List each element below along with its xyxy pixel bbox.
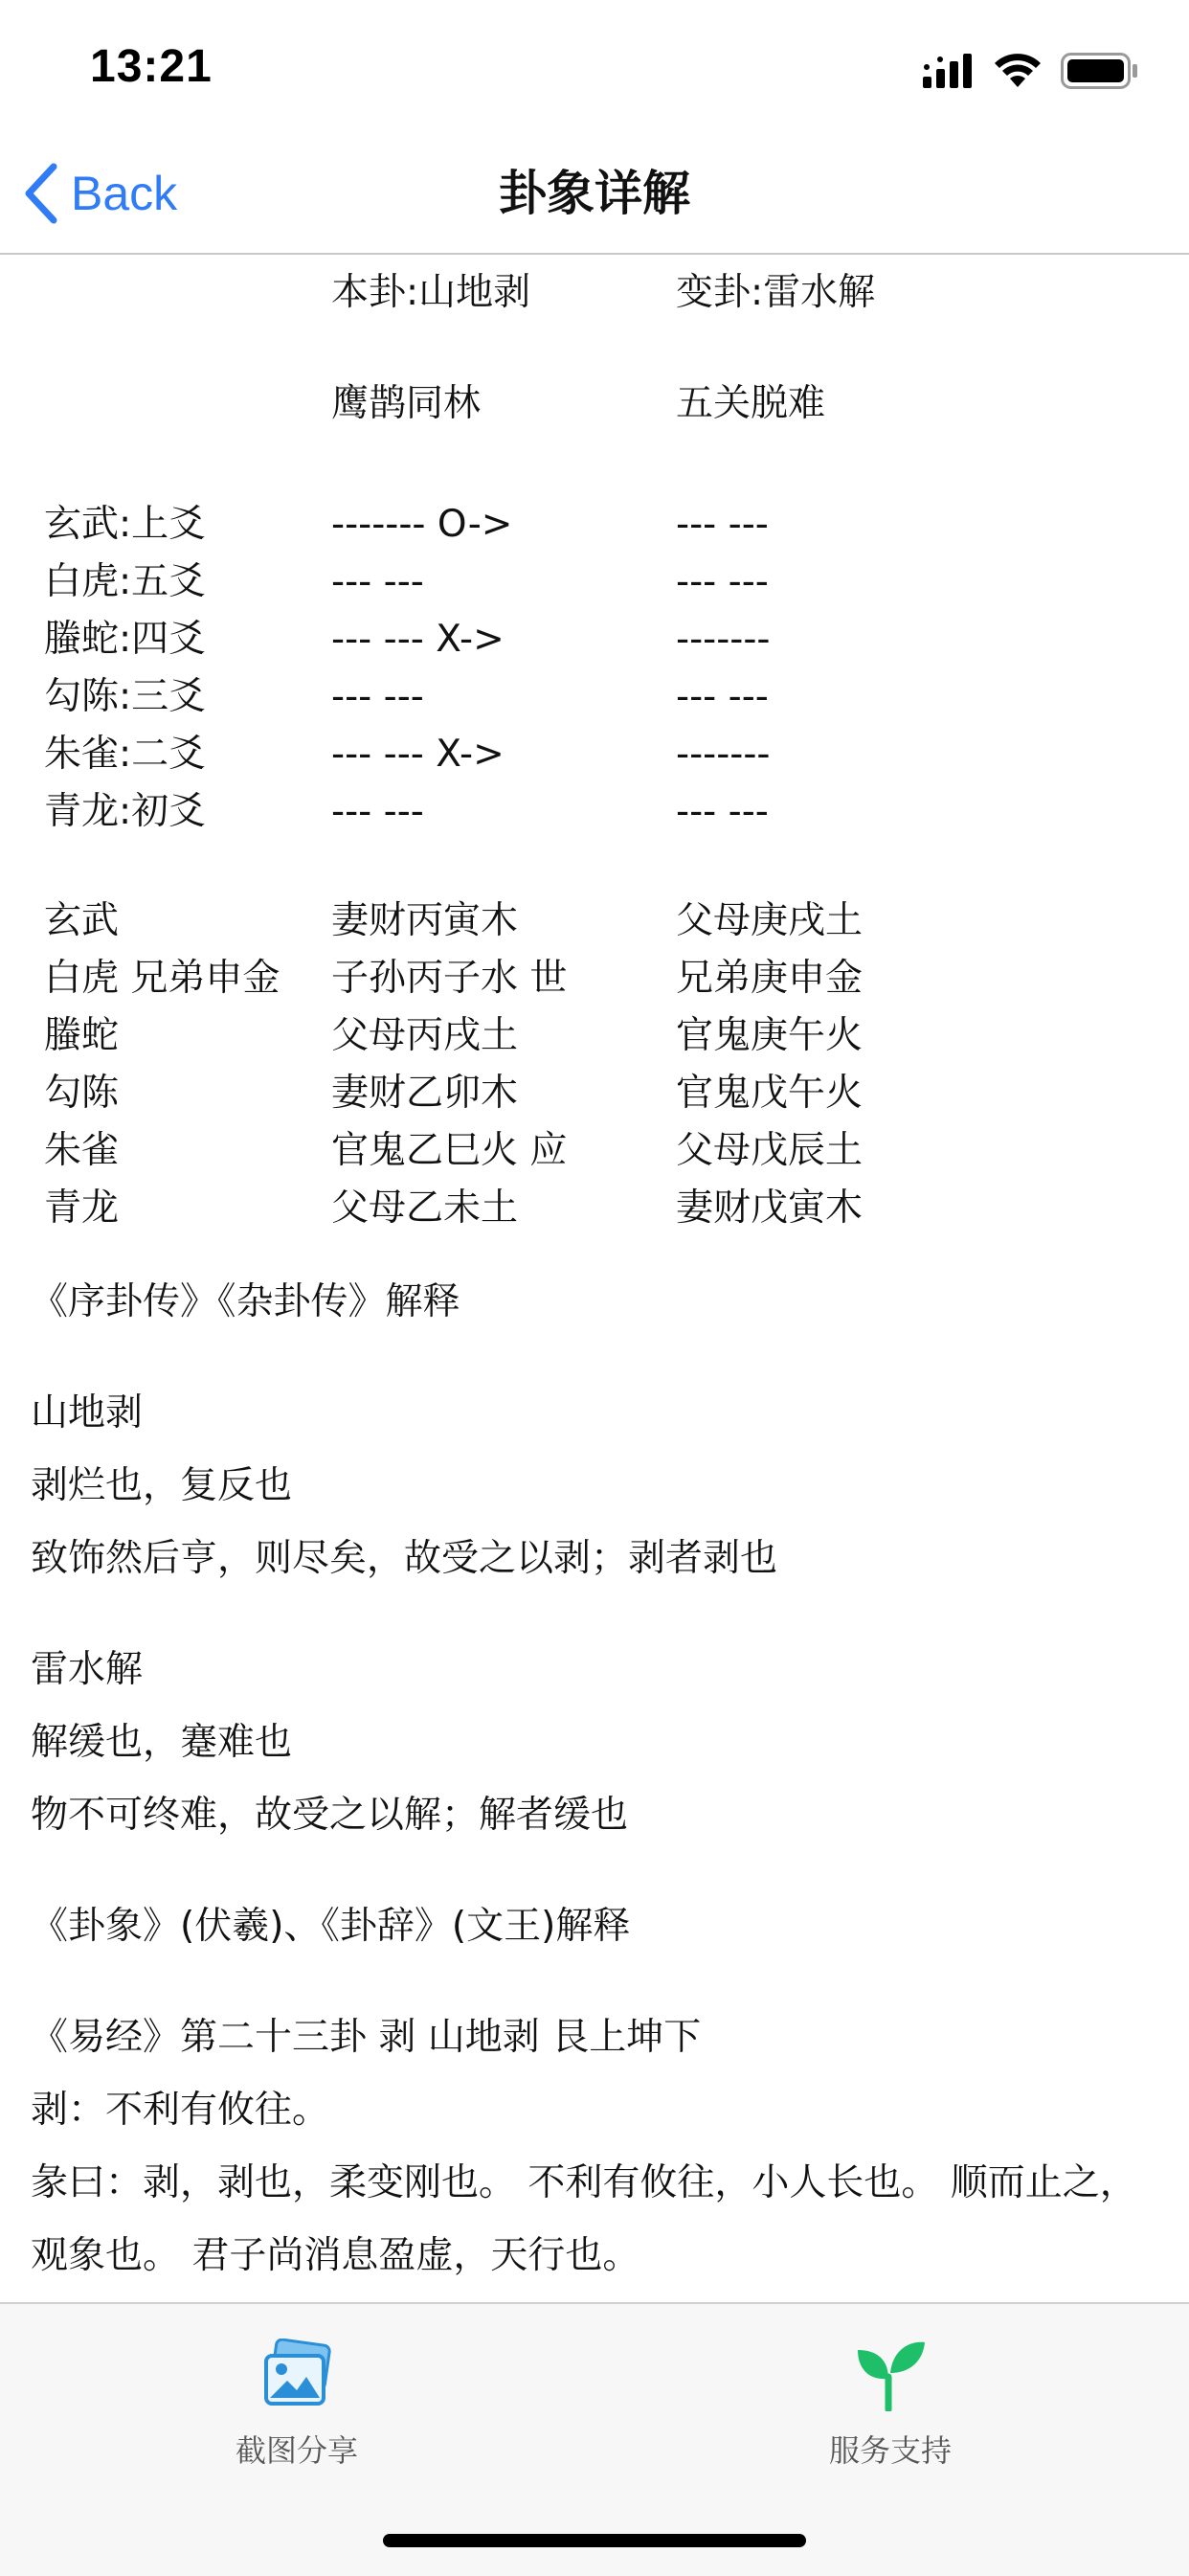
guaxiang-heading: 《卦象》(伏羲)、《卦辞》(文王)解释 (31, 1905, 631, 1948)
bian-gua-name: 变卦:雷水解 (676, 271, 876, 314)
yao-ben-line: --- --- (331, 560, 424, 603)
gua2-line2: 物不可终难，故受之以解；解者缓也 (31, 1794, 629, 1837)
bian-liu-qin: 父母戊辰土 (676, 1129, 864, 1172)
tuan-line: 彖曰：剥，剥也，柔变刚也。 不利有攸往，小人长也。 顺而止之，观象也。 君子尚消息盈虚，天行也。 (31, 2161, 1137, 2277)
yao-label: 青龙:初爻 (44, 790, 207, 833)
yao-label: 螣蛇:四爻 (44, 618, 207, 661)
yao-lines-table (0, 496, 1189, 841)
signal-icon (923, 54, 975, 88)
ben-liu-qin: 子孙丙子水 世 (331, 957, 568, 1000)
home-indicator (383, 2534, 806, 2547)
ben-liu-qin: 官鬼乙巳火 应 (331, 1129, 568, 1172)
tab-label: 服务支持 (828, 2432, 952, 2469)
wifi-icon (994, 53, 1042, 89)
gua2-line1: 解缓也，蹇难也 (31, 1721, 293, 1764)
xugua-heading: 《序卦传》《杂卦传》解释 (31, 1280, 460, 1323)
yao-row (0, 496, 1189, 554)
liu-qin-row (0, 1180, 1189, 1237)
yao-label: 朱雀:二爻 (44, 733, 207, 776)
gua2-name: 雷水解 (31, 1648, 144, 1691)
bian-gua-meaning: 五关脱难 (676, 382, 826, 425)
liu-shen-label: 青龙 (44, 1186, 120, 1230)
bian-liu-qin: 父母庚戌土 (676, 899, 864, 942)
yao-label: 玄武:上爻 (44, 503, 207, 546)
status-bar (0, 0, 1189, 134)
gua1-line1: 剥烂也，复反也 (31, 1464, 293, 1507)
ben-liu-qin: 妻财丙寅木 (331, 899, 519, 942)
bian-liu-qin: 兄弟庚申金 (676, 957, 864, 1000)
bian-liu-qin: 官鬼戊午火 (676, 1072, 864, 1115)
sprout-icon (854, 2339, 927, 2411)
gua-header-row (0, 264, 1189, 322)
yao-ben-line: --- --- X-> (331, 618, 505, 661)
bian-liu-qin: 官鬼庚午火 (676, 1014, 864, 1057)
yao-bian-line: ------- (676, 618, 771, 661)
liu-shen-label: 朱雀 (44, 1129, 120, 1172)
yao-bian-line: --- --- (676, 503, 769, 546)
liu-shen-label: 勾陈 (44, 1072, 120, 1115)
nav-bar (0, 134, 1189, 255)
yao-ben-line: --- --- X-> (331, 733, 505, 776)
yao-label: 白虎:五爻 (44, 560, 207, 603)
liu-shen-label: 白虎 兄弟申金 (44, 957, 280, 1000)
photos-icon (260, 2339, 333, 2411)
ben-liu-qin: 妻财乙卯木 (331, 1072, 519, 1115)
ben-liu-qin: 父母乙未土 (331, 1186, 519, 1230)
liu-qin-row (0, 1007, 1189, 1065)
yao-ben-line: --- --- (331, 790, 424, 833)
liu-shen-label: 玄武 (44, 899, 120, 942)
yao-ben-line: --- --- (331, 675, 424, 718)
liu-qin-row (0, 950, 1189, 1007)
back-label: Back (71, 167, 178, 220)
ben-gua-meaning: 鹰鹊同林 (331, 382, 482, 425)
yao-row (0, 611, 1189, 668)
gua-detail-content[interactable] (0, 255, 1189, 2302)
yao-bian-line: --- --- (676, 675, 769, 718)
gua1-line2: 致饰然后亨，则尽矣，故受之以剥；剥者剥也 (31, 1537, 778, 1580)
yijing-line: 《易经》第二十三卦 剥 山地剥 艮上坤下 (31, 2016, 702, 2059)
yao-row (0, 554, 1189, 611)
gua-meaning-row (0, 375, 1189, 433)
liu-qin-row (0, 1065, 1189, 1122)
yao-row (0, 668, 1189, 726)
tab-label: 截图分享 (235, 2432, 358, 2469)
tab-screenshot-share[interactable] (144, 2339, 450, 2492)
bian-liu-qin: 妻财戊寅木 (676, 1186, 864, 1230)
tab-service-support[interactable] (737, 2339, 1043, 2492)
battery-icon (1061, 53, 1139, 89)
status-icons (923, 50, 1139, 92)
tab-bar (0, 2302, 1189, 2576)
yao-bian-line: ------- (676, 733, 771, 776)
yao-row (0, 726, 1189, 783)
yao-bian-line: --- --- (676, 790, 769, 833)
yao-row (0, 783, 1189, 841)
page-title: 卦象详解 (499, 166, 690, 221)
ben-gua-name: 本卦:山地剥 (331, 271, 531, 314)
gua1-name: 山地剥 (31, 1391, 144, 1435)
status-time: 13:21 (90, 41, 213, 92)
yao-ben-line: ------- O-> (331, 503, 513, 546)
liu-qin-table (0, 893, 1189, 1237)
bo-line: 剥：不利有攸往。 (31, 2089, 330, 2132)
liu-qin-row (0, 893, 1189, 950)
yao-bian-line: --- --- (676, 560, 769, 603)
liu-qin-row (0, 1122, 1189, 1180)
yao-label: 勾陈:三爻 (44, 675, 207, 718)
ben-liu-qin: 父母丙戌土 (331, 1014, 519, 1057)
liu-shen-label: 螣蛇 (44, 1014, 120, 1057)
